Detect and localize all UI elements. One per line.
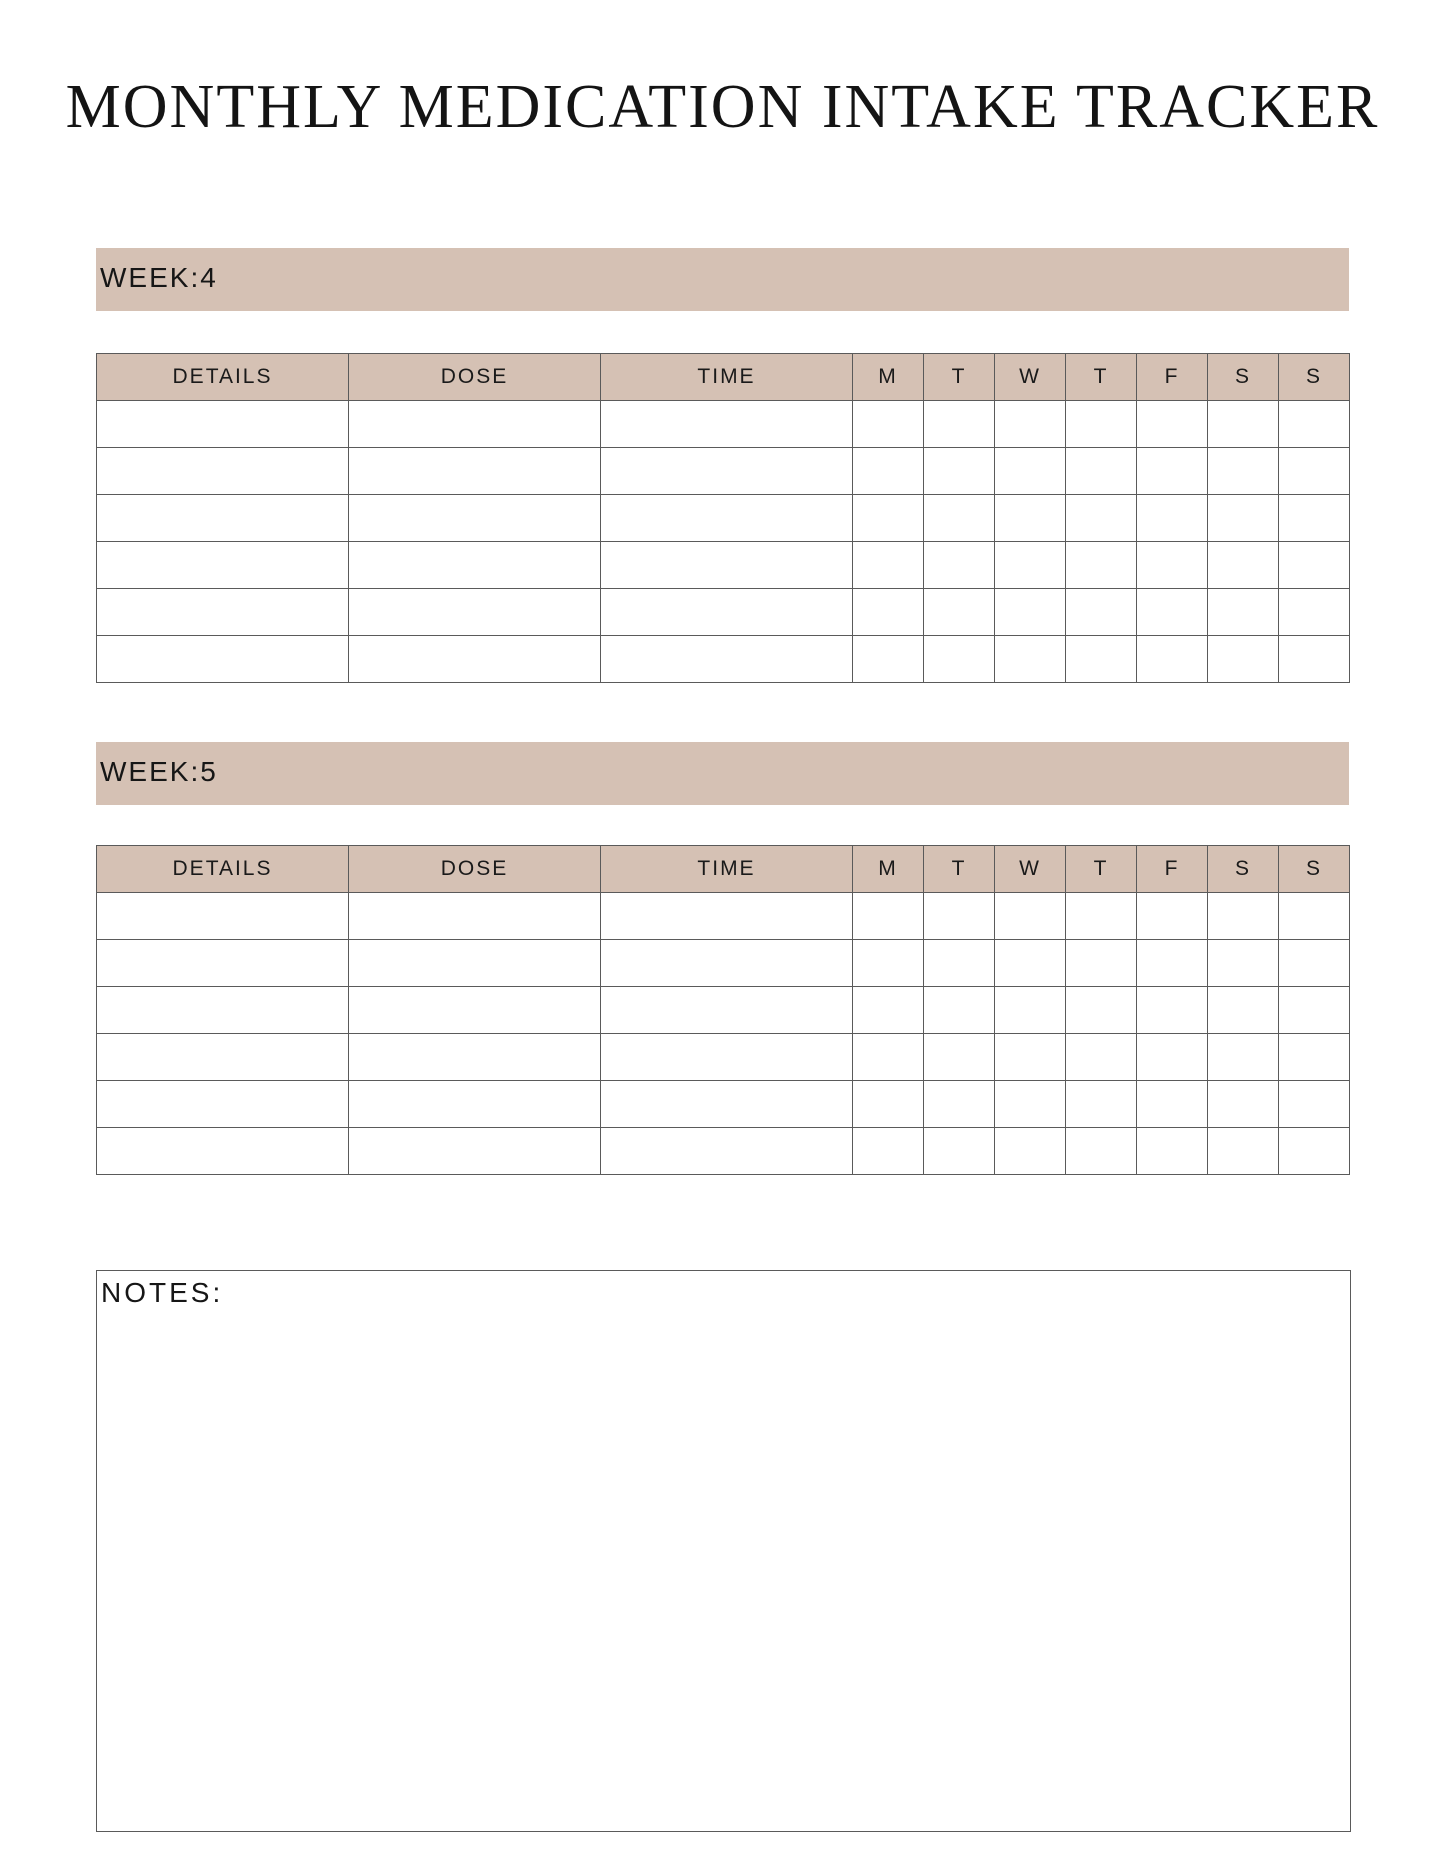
entry-cell[interactable] bbox=[349, 495, 601, 542]
day-check-cell[interactable] bbox=[1066, 448, 1137, 495]
header-saturday: S bbox=[1208, 354, 1279, 401]
header-time: TIME bbox=[601, 354, 853, 401]
day-check-cell[interactable] bbox=[1137, 987, 1208, 1034]
table-row bbox=[97, 1034, 1350, 1081]
day-check-cell[interactable] bbox=[1208, 1081, 1279, 1128]
day-check-cell[interactable] bbox=[1066, 1034, 1137, 1081]
entry-cell[interactable] bbox=[349, 1081, 601, 1128]
day-check-cell[interactable] bbox=[1208, 495, 1279, 542]
day-check-cell[interactable] bbox=[1208, 401, 1279, 448]
entry-cell[interactable] bbox=[97, 987, 349, 1034]
entry-cell[interactable] bbox=[601, 987, 853, 1034]
header-tuesday: T bbox=[924, 846, 995, 893]
entry-cell[interactable] bbox=[97, 1034, 349, 1081]
day-check-cell[interactable] bbox=[924, 1034, 995, 1081]
day-check-cell[interactable] bbox=[1137, 1081, 1208, 1128]
table-row bbox=[97, 940, 1350, 987]
table-row bbox=[97, 1128, 1350, 1175]
day-check-cell[interactable] bbox=[1066, 636, 1137, 683]
day-check-cell[interactable] bbox=[853, 940, 924, 987]
day-check-cell[interactable] bbox=[995, 401, 1066, 448]
entry-cell[interactable] bbox=[97, 401, 349, 448]
header-tuesday: T bbox=[924, 354, 995, 401]
entry-cell[interactable] bbox=[97, 589, 349, 636]
entry-cell[interactable] bbox=[349, 987, 601, 1034]
entry-cell[interactable] bbox=[97, 495, 349, 542]
entry-cell[interactable] bbox=[349, 448, 601, 495]
table-row bbox=[97, 401, 1350, 448]
entry-cell[interactable] bbox=[601, 893, 853, 940]
day-check-cell[interactable] bbox=[924, 495, 995, 542]
header-friday: F bbox=[1137, 846, 1208, 893]
day-check-cell[interactable] bbox=[924, 1081, 995, 1128]
entry-cell[interactable] bbox=[601, 589, 853, 636]
header-wednesday: W bbox=[995, 846, 1066, 893]
day-check-cell[interactable] bbox=[853, 893, 924, 940]
day-check-cell[interactable] bbox=[1137, 893, 1208, 940]
header-saturday: S bbox=[1208, 846, 1279, 893]
day-check-cell[interactable] bbox=[1066, 401, 1137, 448]
week-prefix: WEEK: bbox=[100, 262, 201, 293]
day-check-cell[interactable] bbox=[1208, 636, 1279, 683]
table-header-row bbox=[97, 354, 1350, 401]
day-check-cell[interactable] bbox=[1279, 636, 1350, 683]
week-label bbox=[100, 262, 218, 294]
entry-cell[interactable] bbox=[97, 1128, 349, 1175]
entry-cell[interactable] bbox=[601, 1034, 853, 1081]
day-check-cell[interactable] bbox=[1066, 893, 1137, 940]
day-check-cell[interactable] bbox=[1137, 542, 1208, 589]
week-prefix: WEEK: bbox=[100, 756, 201, 787]
header-friday: F bbox=[1137, 354, 1208, 401]
day-check-cell[interactable] bbox=[924, 1128, 995, 1175]
day-check-cell[interactable] bbox=[995, 589, 1066, 636]
day-check-cell[interactable] bbox=[995, 448, 1066, 495]
table-row bbox=[97, 1081, 1350, 1128]
entry-cell[interactable] bbox=[601, 542, 853, 589]
day-check-cell[interactable] bbox=[1208, 1128, 1279, 1175]
day-check-cell[interactable] bbox=[1279, 1128, 1350, 1175]
day-check-cell[interactable] bbox=[1208, 448, 1279, 495]
day-check-cell[interactable] bbox=[1279, 401, 1350, 448]
day-check-cell[interactable] bbox=[995, 1034, 1066, 1081]
day-check-cell[interactable] bbox=[995, 987, 1066, 1034]
page-title: MONTHLY MEDICATION INTAKE TRACKER bbox=[65, 73, 1380, 141]
day-check-cell[interactable] bbox=[1208, 987, 1279, 1034]
entry-cell[interactable] bbox=[349, 893, 601, 940]
entry-cell[interactable] bbox=[349, 636, 601, 683]
week-4-table bbox=[96, 353, 1350, 683]
entry-cell[interactable] bbox=[97, 542, 349, 589]
day-check-cell[interactable] bbox=[924, 987, 995, 1034]
header-sunday: S bbox=[1279, 846, 1350, 893]
day-check-cell[interactable] bbox=[924, 401, 995, 448]
day-check-cell[interactable] bbox=[853, 636, 924, 683]
day-check-cell[interactable] bbox=[1208, 589, 1279, 636]
day-check-cell[interactable] bbox=[1279, 940, 1350, 987]
day-check-cell[interactable] bbox=[1279, 589, 1350, 636]
day-check-cell[interactable] bbox=[853, 401, 924, 448]
day-check-cell[interactable] bbox=[1279, 495, 1350, 542]
day-check-cell[interactable] bbox=[1066, 1128, 1137, 1175]
entry-cell[interactable] bbox=[601, 940, 853, 987]
day-check-cell[interactable] bbox=[995, 636, 1066, 683]
entry-cell[interactable] bbox=[349, 1128, 601, 1175]
day-check-cell[interactable] bbox=[853, 1081, 924, 1128]
header-monday: M bbox=[853, 846, 924, 893]
day-check-cell[interactable] bbox=[1279, 448, 1350, 495]
day-check-cell[interactable] bbox=[1137, 940, 1208, 987]
day-check-cell[interactable] bbox=[853, 1034, 924, 1081]
header-dose: DOSE bbox=[349, 846, 601, 893]
header-time: TIME bbox=[601, 846, 853, 893]
notes-label: NOTES: bbox=[101, 1277, 224, 1308]
header-monday: M bbox=[853, 354, 924, 401]
entry-cell[interactable] bbox=[349, 589, 601, 636]
entry-cell[interactable] bbox=[97, 893, 349, 940]
entry-cell[interactable] bbox=[601, 1081, 853, 1128]
day-check-cell[interactable] bbox=[924, 589, 995, 636]
week-5-table bbox=[96, 845, 1350, 1175]
day-check-cell[interactable] bbox=[1208, 1034, 1279, 1081]
entry-cell[interactable] bbox=[349, 542, 601, 589]
entry-cell[interactable] bbox=[601, 495, 853, 542]
day-check-cell[interactable] bbox=[1279, 542, 1350, 589]
day-check-cell[interactable] bbox=[1208, 893, 1279, 940]
day-check-cell[interactable] bbox=[853, 448, 924, 495]
day-check-cell[interactable] bbox=[995, 495, 1066, 542]
day-check-cell[interactable] bbox=[1208, 940, 1279, 987]
day-check-cell[interactable] bbox=[924, 636, 995, 683]
table-row bbox=[97, 636, 1350, 683]
table-row bbox=[97, 987, 1350, 1034]
week-label bbox=[100, 756, 218, 788]
entry-cell[interactable] bbox=[601, 401, 853, 448]
entry-cell[interactable] bbox=[601, 448, 853, 495]
table-row bbox=[97, 589, 1350, 636]
day-check-cell[interactable] bbox=[1137, 1034, 1208, 1081]
table-row bbox=[97, 495, 1350, 542]
day-check-cell[interactable] bbox=[1066, 1081, 1137, 1128]
day-check-cell[interactable] bbox=[995, 893, 1066, 940]
day-check-cell[interactable] bbox=[853, 1128, 924, 1175]
day-check-cell[interactable] bbox=[1208, 542, 1279, 589]
table-row bbox=[97, 448, 1350, 495]
day-check-cell[interactable] bbox=[995, 542, 1066, 589]
entry-cell[interactable] bbox=[97, 940, 349, 987]
header-details: DETAILS bbox=[97, 354, 349, 401]
entry-cell[interactable] bbox=[97, 448, 349, 495]
week-5-bar bbox=[96, 742, 1349, 805]
notes-box[interactable] bbox=[96, 1270, 1351, 1832]
week-number: 4 bbox=[200, 262, 218, 293]
day-check-cell[interactable] bbox=[1137, 1128, 1208, 1175]
day-check-cell[interactable] bbox=[995, 940, 1066, 987]
day-check-cell[interactable] bbox=[853, 589, 924, 636]
day-check-cell[interactable] bbox=[1137, 495, 1208, 542]
day-check-cell[interactable] bbox=[1279, 1034, 1350, 1081]
day-check-cell[interactable] bbox=[1279, 987, 1350, 1034]
table-header-row bbox=[97, 846, 1350, 893]
day-check-cell[interactable] bbox=[1279, 893, 1350, 940]
entry-cell[interactable] bbox=[97, 1081, 349, 1128]
header-thursday: T bbox=[1066, 354, 1137, 401]
day-check-cell[interactable] bbox=[995, 1128, 1066, 1175]
entry-cell[interactable] bbox=[601, 1128, 853, 1175]
week-4-bar bbox=[96, 248, 1349, 311]
table-row bbox=[97, 893, 1350, 940]
entry-cell[interactable] bbox=[349, 940, 601, 987]
day-check-cell[interactable] bbox=[924, 542, 995, 589]
day-check-cell[interactable] bbox=[1066, 589, 1137, 636]
day-check-cell[interactable] bbox=[1137, 401, 1208, 448]
entry-cell[interactable] bbox=[601, 636, 853, 683]
day-check-cell[interactable] bbox=[1137, 636, 1208, 683]
day-check-cell[interactable] bbox=[1066, 987, 1137, 1034]
table-row bbox=[97, 542, 1350, 589]
day-check-cell[interactable] bbox=[1066, 940, 1137, 987]
day-check-cell[interactable] bbox=[853, 987, 924, 1034]
header-details: DETAILS bbox=[97, 846, 349, 893]
entry-cell[interactable] bbox=[349, 1034, 601, 1081]
day-check-cell[interactable] bbox=[1066, 542, 1137, 589]
day-check-cell[interactable] bbox=[1137, 589, 1208, 636]
entry-cell[interactable] bbox=[97, 636, 349, 683]
day-check-cell[interactable] bbox=[1066, 495, 1137, 542]
day-check-cell[interactable] bbox=[853, 495, 924, 542]
table-body bbox=[97, 401, 1350, 683]
day-check-cell[interactable] bbox=[924, 893, 995, 940]
week-number: 5 bbox=[200, 756, 218, 787]
header-wednesday: W bbox=[995, 354, 1066, 401]
day-check-cell[interactable] bbox=[853, 542, 924, 589]
day-check-cell[interactable] bbox=[924, 940, 995, 987]
header-dose: DOSE bbox=[349, 354, 601, 401]
entry-cell[interactable] bbox=[349, 401, 601, 448]
day-check-cell[interactable] bbox=[995, 1081, 1066, 1128]
day-check-cell[interactable] bbox=[924, 448, 995, 495]
header-sunday: S bbox=[1279, 354, 1350, 401]
day-check-cell[interactable] bbox=[1279, 1081, 1350, 1128]
table-body bbox=[97, 893, 1350, 1175]
day-check-cell[interactable] bbox=[1137, 448, 1208, 495]
header-thursday: T bbox=[1066, 846, 1137, 893]
